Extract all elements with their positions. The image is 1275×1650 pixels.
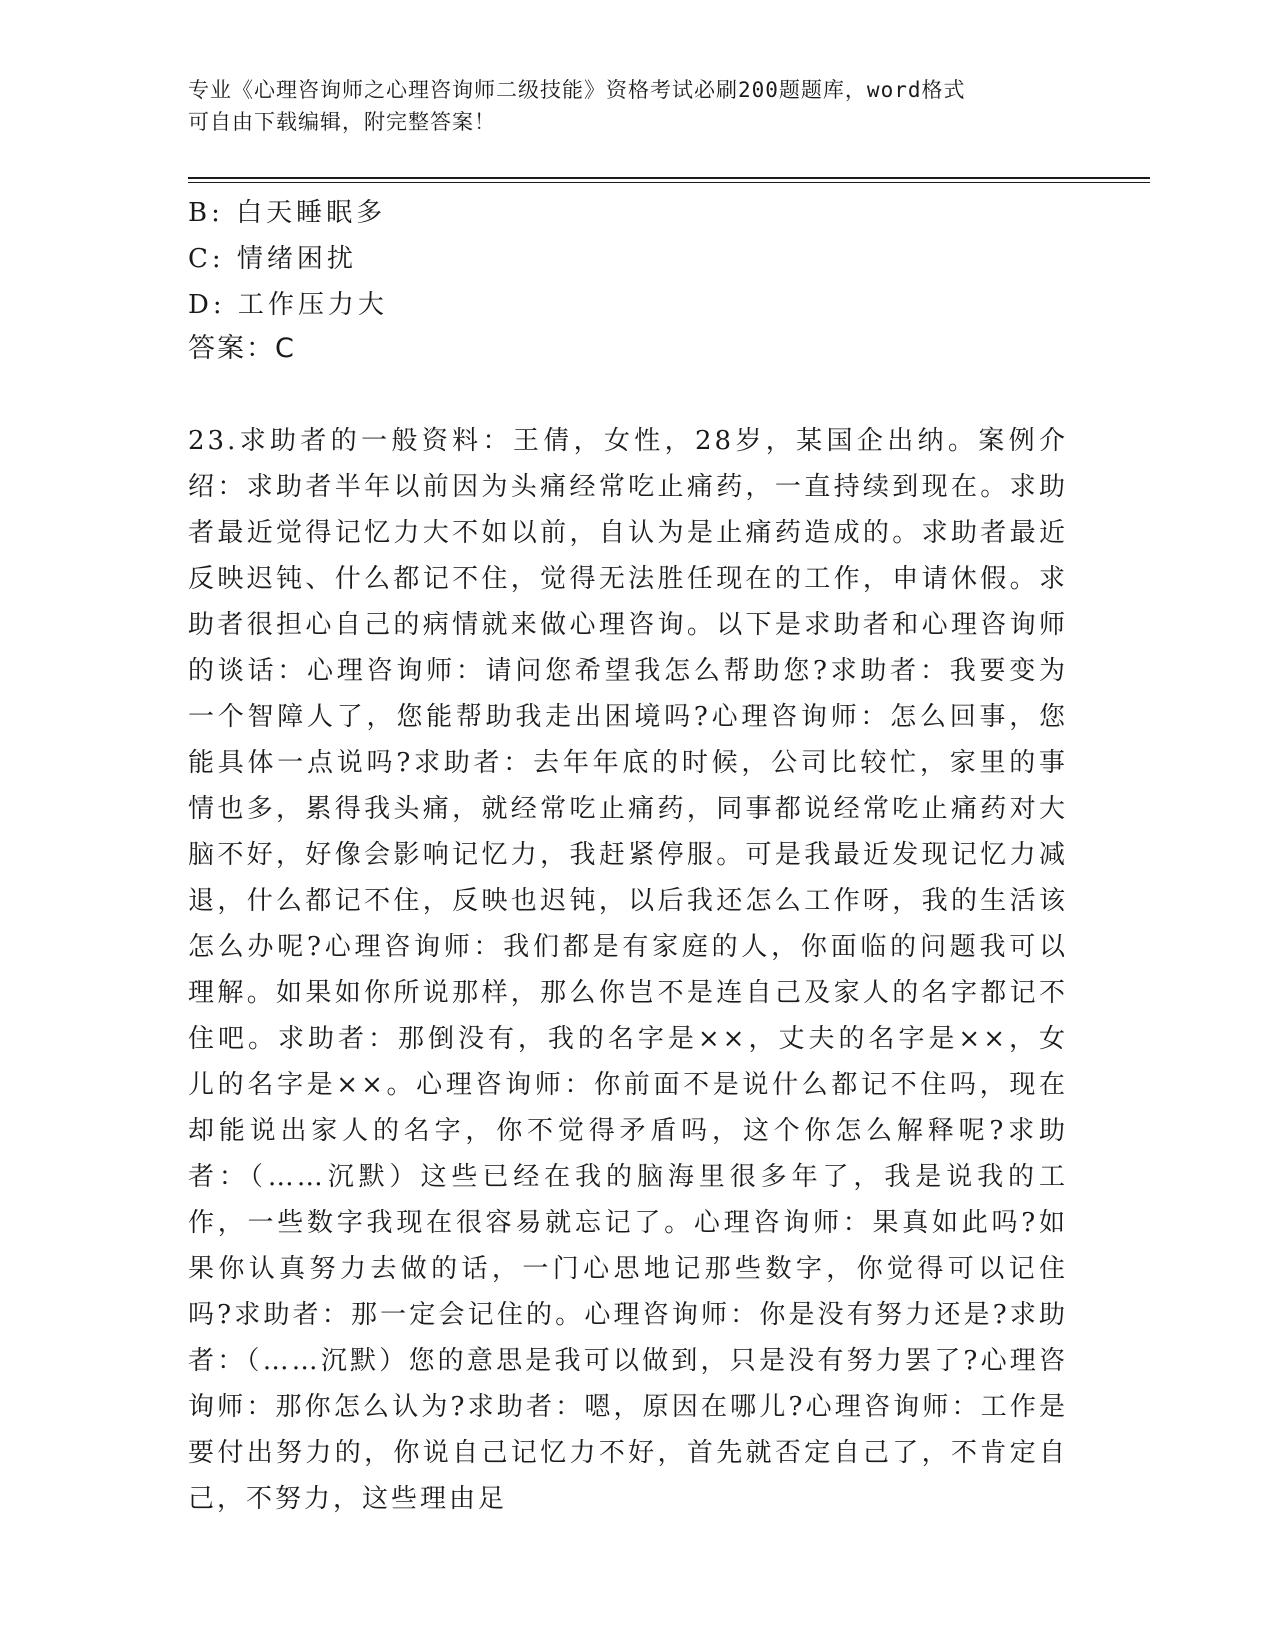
- option-text: 工作压力大: [237, 290, 388, 320]
- question-23-text: 23.求助者的一般资料：王倩，女性，28岁，某国企出纳。案例介绍：求助者半年以前因为头痛经常吃止痛药，一直持续到现在。求助者最近觉得记忆力大不如以前，自认为是止痛药造成的。求助者最近反映迟钝、什么都记不住，觉得无法胜任现在的工作，申请休假。求助者很担心自己的病情就来做心理咨询。以下是求助者和心理咨询师的谈话：心理咨询师：请问您希望我怎么帮助您?求助者：我要变为一个智障人了，您能帮助我走出困境吗?心理咨询师：怎么回事，您能具体一点说吗?求助者：去年年底的时候，公司比较忙，家里的事情也多，累得我头痛，就经常吃止痛药，同事都说经常吃止痛药对大脑不好，好像会影响记忆力，我赶紧停服。可是我最近发现记忆力减退，什么都记不住，反映也迟钝，以后我还怎么工作呀，我的生活该怎么办呢?心理咨询师：我们都是有家庭的人，你面临的问题我可以理解。如果如你所说那样，那么你岂不是连自己及家人的名字都记不住吧。求助者：那倒没有，我的名字是××，丈夫的名字是××，女儿的名字是××。心理咨询师：你前面不是说什么都记不住吗，现在却能说出家人的名字，你不觉得矛盾吗，这个你怎么解释呢?求助者：（……沉默）这些已经在我的脑海里很多年了，我是说我的工作，一些数字我现在很容易就忘记了。心理咨询师：果真如此吗?如果你认真努力去做的话，一门心思地记那些数字，你觉得可以记住吗?求助者：那一定会记住的。心理咨询师：你是没有努力还是?求助者：（……沉默）您的意思是我可以做到，只是没有努力罢了?心理咨询师：那你怎么认为?求助者：嗯，原因在哪儿?心理咨询师：工作是要付出努力的，你说自己记忆力不好，首先就否定自己了，不肯定自己，不努力，这些理由足: [188, 426, 1068, 1514]
- header-divider-thick: [188, 177, 1150, 179]
- option-c: [188, 236, 388, 282]
- option-b: [188, 190, 388, 236]
- header-line-2: 可自由下载编辑，附完整答案！: [188, 110, 496, 134]
- answer-label: 答案：: [188, 333, 275, 364]
- option-letter: B:: [188, 198, 224, 228]
- answer-value: C: [275, 333, 296, 364]
- answer-options: [188, 190, 388, 328]
- option-d: [188, 282, 388, 328]
- option-letter: C:: [188, 244, 225, 274]
- header-line-1: 专业《心理咨询师之心理咨询师二级技能》资格考试必刷200题题库，word格式: [188, 78, 966, 102]
- header-divider-thin: [188, 182, 1150, 183]
- document-header: [188, 74, 1068, 138]
- option-text: 情绪困扰: [236, 244, 357, 274]
- option-letter: D:: [188, 290, 226, 320]
- option-text: 白天睡眠多: [236, 198, 387, 228]
- answer-line: [188, 326, 296, 372]
